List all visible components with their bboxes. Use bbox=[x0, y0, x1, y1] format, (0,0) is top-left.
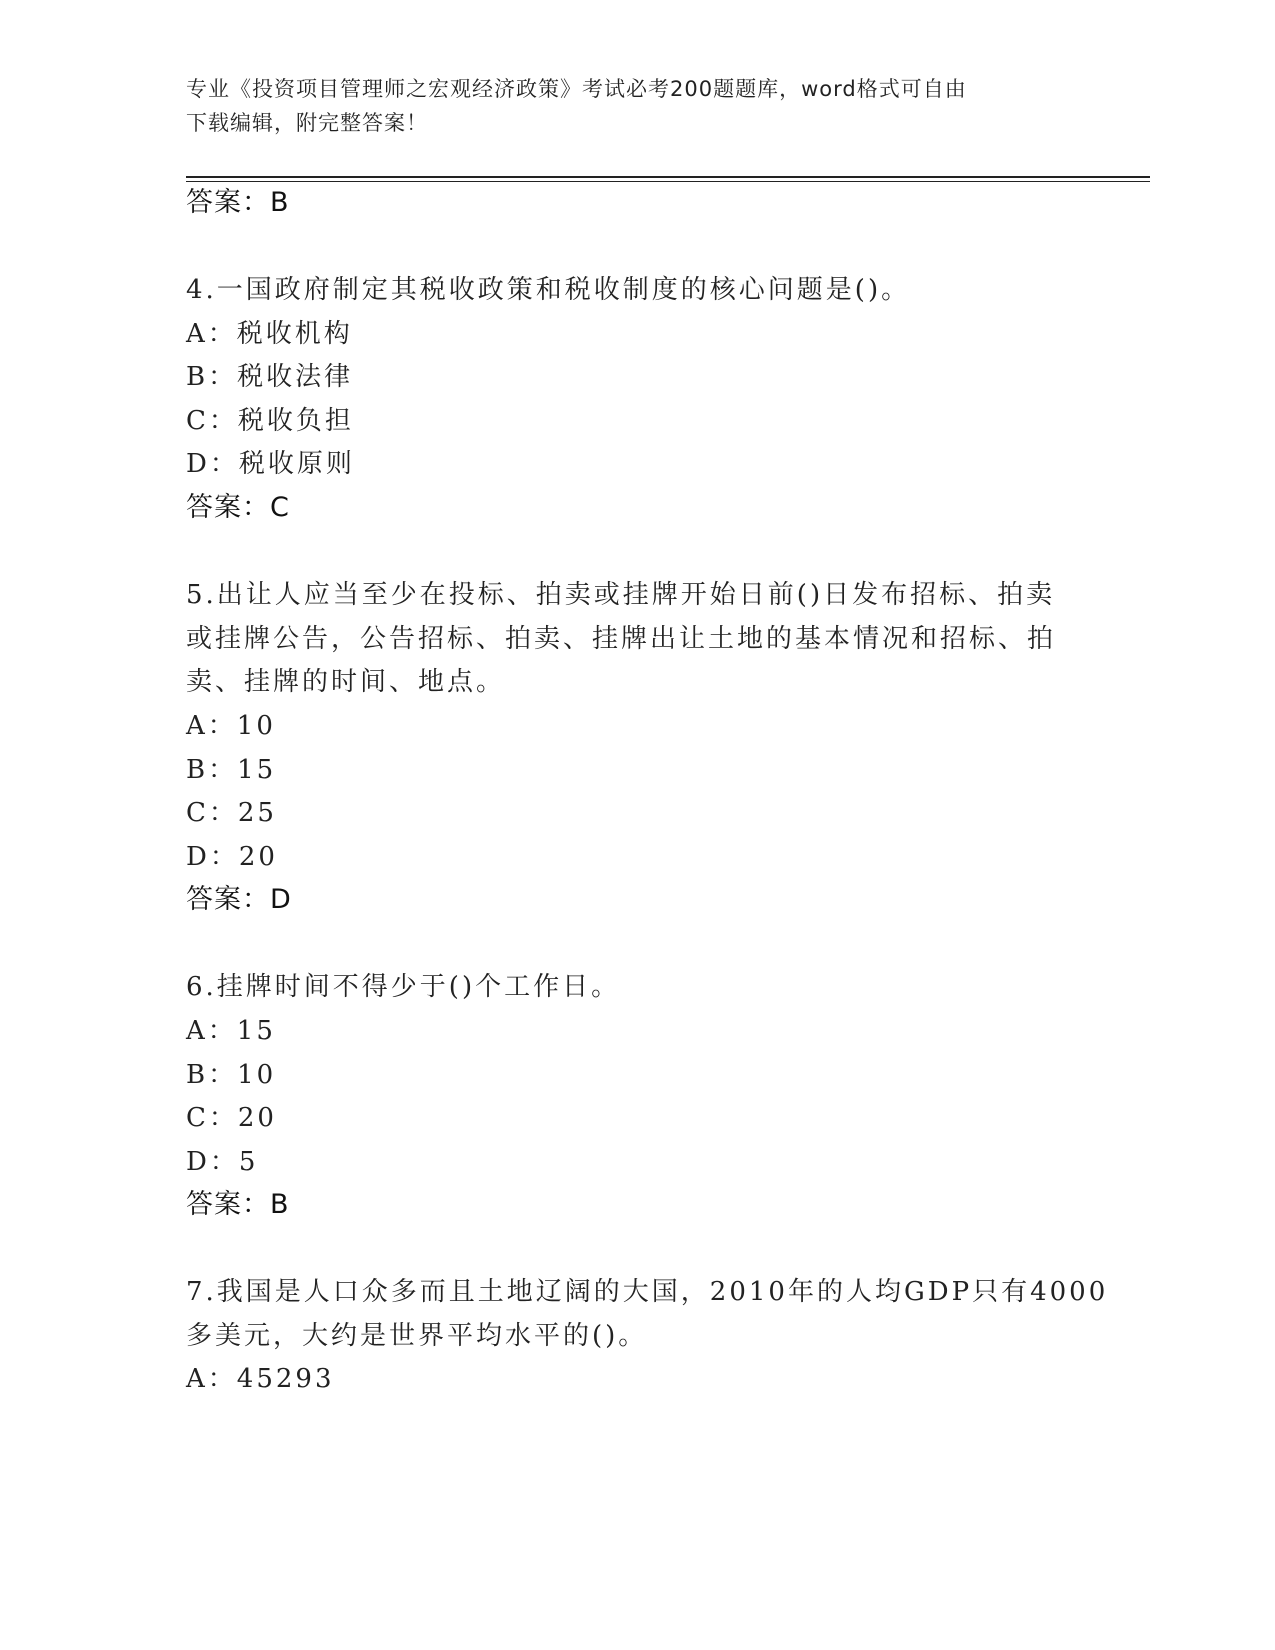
header-divider-thin bbox=[186, 181, 1150, 182]
header-line-2: 下载编辑，附完整答案！ bbox=[186, 111, 428, 135]
header-line-1: 专业《投资项目管理师之宏观经济政策》考试必考200题题库，word格式可自由 bbox=[186, 77, 967, 101]
answer-line: 答案：B bbox=[186, 1189, 290, 1220]
option-c: C：20 bbox=[186, 1103, 277, 1133]
option-c: C：税收负担 bbox=[186, 406, 354, 436]
option-a: A：15 bbox=[186, 1016, 276, 1046]
question-stem-6: 6.挂牌时间不得少于()个工作日。 bbox=[186, 972, 621, 1002]
question-stem-5-line-2: 或挂牌公告，公告招标、拍卖、挂牌出让土地的基本情况和招标、拍 bbox=[186, 624, 1057, 654]
option-b: B：税收法律 bbox=[186, 362, 354, 392]
answer-line: 答案：B bbox=[186, 187, 290, 218]
option-b: B：10 bbox=[186, 1060, 277, 1090]
option-a: A：10 bbox=[186, 711, 276, 741]
document-header bbox=[186, 72, 1086, 140]
option-c: C：25 bbox=[186, 798, 277, 828]
answer-line: 答案：C bbox=[186, 492, 290, 523]
option-d: D：5 bbox=[186, 1147, 259, 1177]
question-stem-7-line-2: 多美元，大约是世界平均水平的()。 bbox=[186, 1321, 648, 1351]
option-a: A：45293 bbox=[186, 1364, 335, 1394]
option-d: D：20 bbox=[186, 842, 278, 872]
header-divider bbox=[186, 176, 1150, 178]
option-b: B：15 bbox=[186, 755, 277, 785]
question-stem-5-line-3: 卖、挂牌的时间、地点。 bbox=[186, 667, 506, 697]
option-d: D：税收原则 bbox=[186, 449, 355, 479]
question-stem-4: 4.一国政府制定其税收政策和税收制度的核心问题是()。 bbox=[186, 275, 911, 305]
option-a: A：税收机构 bbox=[186, 319, 353, 349]
answer-line: 答案：D bbox=[186, 884, 292, 915]
question-stem-7-line-1: 7.我国是人口众多而且土地辽阔的大国，2010年的人均GDP只有4000 bbox=[186, 1277, 1109, 1307]
question-stem-5-line-1: 5.出让人应当至少在投标、拍卖或挂牌开始日前()日发布招标、拍卖 bbox=[186, 580, 1056, 610]
